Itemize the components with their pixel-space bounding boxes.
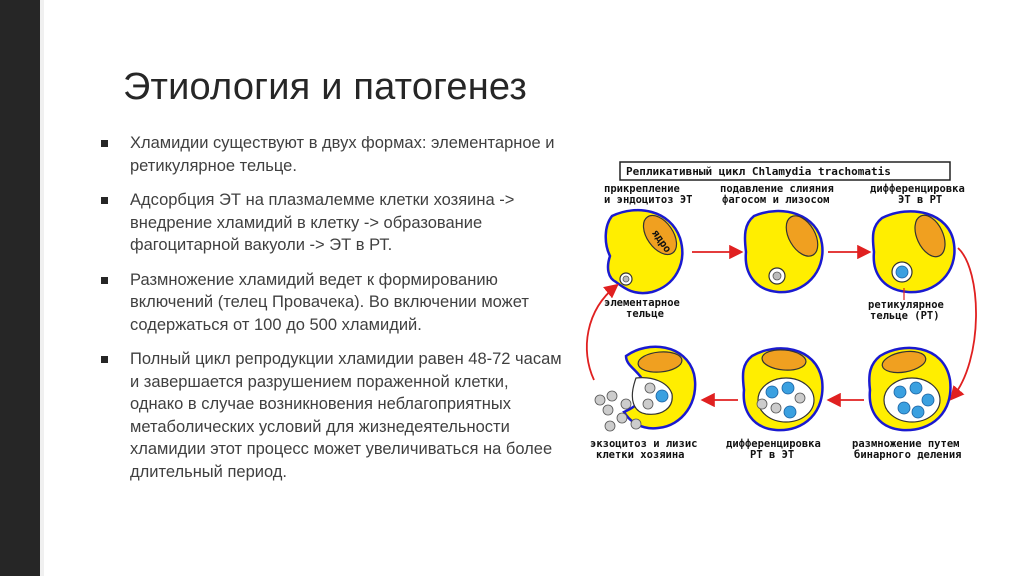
label-rt-2: тельце (РТ) — [870, 310, 940, 322]
label-et-1: элементарное — [604, 297, 680, 309]
bullet-square-icon — [101, 197, 108, 204]
slide-title: Этиология и патогенез — [123, 66, 528, 108]
bullet-item — [100, 269, 562, 337]
label-suppress-1: подавление слияния — [720, 183, 834, 195]
label-attach-1: прикрепление — [604, 183, 680, 195]
label-exo-2: клетки хозяина — [596, 449, 685, 461]
et-particle-icon — [607, 391, 617, 401]
label-rt-1: ретикулярное — [868, 299, 944, 311]
bullet-square-icon — [101, 277, 108, 284]
diagram-title: Репликативный цикл Chlamydia trachomatis — [626, 165, 891, 178]
label-rtet-2: РТ в ЭТ — [750, 449, 795, 461]
label-exo-1: экзоцитоз и лизис — [590, 438, 698, 450]
cell-attachment — [606, 210, 684, 294]
diagram-svg — [582, 160, 986, 466]
bullet-text: Полный цикл репродукции хламидии равен 48-72 часам и завершается разрушением пораженной клетки, однако в случае возникновения неблагоприятных метаболических условий для жизнедеятельности хламидии этот процесс может увеличиваться на более длительный период. — [130, 350, 562, 481]
left-accent-bar — [0, 0, 40, 576]
replication-cycle-diagram — [582, 160, 986, 466]
arrow-icon — [952, 248, 976, 398]
accent-strip — [40, 0, 44, 576]
cell-exocytosis — [595, 347, 695, 431]
label-et-2: тельце — [626, 308, 664, 320]
rt-particle-icon — [896, 266, 908, 278]
cell-rt-to-et — [743, 348, 823, 430]
bullet-text: Хламидии существуют в двух формах: элементарное и ретикулярное тельце. — [130, 134, 555, 175]
label-attach-2: и эндоцитоз ЭТ — [604, 194, 693, 206]
label-nucleus: ядро — [649, 227, 674, 256]
cell-differentiation — [873, 211, 955, 293]
bullet-list — [100, 132, 562, 495]
label-mult-1: размножение путем — [852, 438, 960, 450]
bullet-square-icon — [101, 140, 108, 147]
label-suppress-2: фагосом и лизосом — [722, 194, 830, 206]
cell-binary-division — [869, 348, 950, 430]
cell-phagosome — [745, 210, 824, 292]
label-rtet-1: дифференцировка — [726, 438, 821, 450]
bullet-item — [100, 132, 562, 177]
label-diff-2: ЭТ в РТ — [898, 194, 943, 206]
label-mult-2: бинарного деления — [854, 449, 962, 461]
bullet-text: Размножение хламидий ведет к формированию включений (телец Провачека). Во включении может содержаться от 100 до 500 хламидий. — [130, 270, 529, 334]
bullet-item — [100, 189, 562, 257]
bullet-square-icon — [101, 356, 108, 363]
label-diff-1: дифференцировка — [870, 183, 965, 195]
bullet-text: Адсорбция ЭТ на плазмалемме клетки хозяина -> внедрение хламидий в клетку -> образование фагоцитарной вакуоли -> ЭТ в РТ. — [130, 191, 515, 254]
bullet-item — [100, 348, 562, 483]
